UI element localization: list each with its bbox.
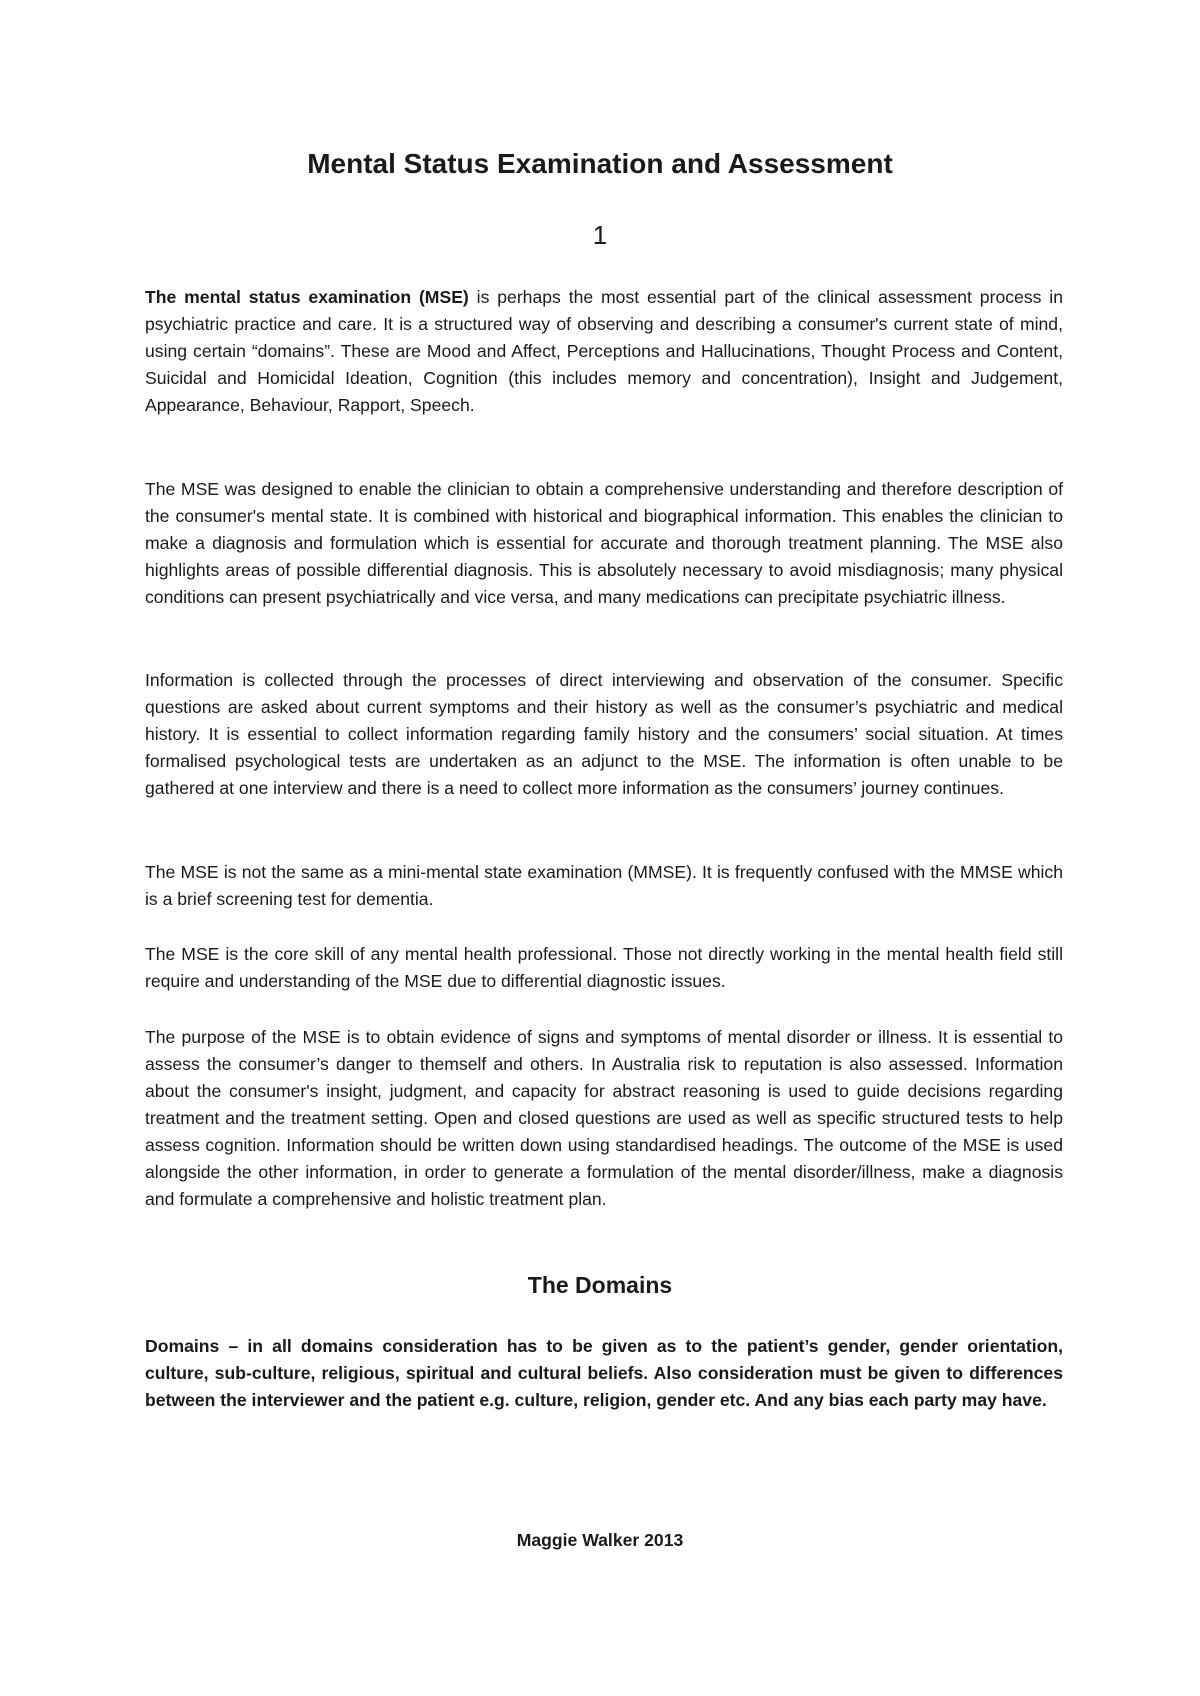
paragraph-information-collection: Information is collected through the processes of direct interviewing and observation of the consumer. Specific questions are asked about current symptoms and their history as well as the consumer’s psychiatric and medical history. It is essential to collect information regarding family history and the consumers’ social situation. At times formalised psychological tests are undertaken as an adjunct to the MSE. The information is often unable to be gathered at one interview and there is a need to collect more information as the consumers’ journey continues.: [145, 670, 1063, 798]
paragraph-core-skill: The MSE is the core skill of any mental health professional. Those not directly working in the mental health field still require and understanding of the MSE due to differential diagnostic issues.: [145, 944, 1063, 991]
intro-paragraph: [145, 284, 1063, 419]
section-heading-domains: The Domains: [527, 1272, 673, 1298]
page-number: 1: [592, 220, 608, 250]
paragraph-mse-vs-mmse: The MSE is not the same as a mini-mental state examination (MMSE). It is frequently confused with the MMSE which is a brief screening test for dementia.: [145, 862, 1063, 909]
intro-lead: The mental status examination (MSE): [145, 287, 469, 307]
author-footer: Maggie Walker 2013: [516, 1530, 684, 1550]
domains-paragraph: Domains – in all domains consideration has to be given as to the patient’s gender, gender orientation, culture, sub-culture, religious, spiritual and cultural beliefs. Also consideration must be given to differences between the interviewer and the patient e.g. culture, religion, gender etc. And any bias each party may have.: [145, 1336, 1063, 1410]
paragraph-purpose: The purpose of the MSE is to obtain evidence of signs and symptoms of mental disorder or illness. It is essential to assess the consumer’s danger to themself and others. In Australia risk to reputation is also assessed. Information about the consumer's insight, judgment, and capacity for abstract reasoning is used to guide decisions regarding treatment and the treatment setting. Open and closed questions are used as well as specific structured tests to help assess cognition. Information should be written down using standardised headings. The outcome of the MSE is used alongside the other information, in order to generate a formulation of the mental disorder/illness, make a diagnosis and formulate a comprehensive and holistic treatment plan.: [145, 1027, 1063, 1209]
page-title: Mental Status Examination and Assessment: [307, 148, 893, 179]
intro-rest: is perhaps the most essential part of the clinical assessment process in psychiatric practice and care. It is a structured way of observing and describing a consumer's current state of mind, using certain “domains”. These are Mood and Affect, Perceptions and Hallucinations, Thought Process and Content, Suicidal and Homicidal Ideation, Cognition (this includes memory and concentration), Insight and Judgement, Appearance, Behaviour, Rapport, Speech.: [145, 287, 1063, 415]
paragraph-mse-design: The MSE was designed to enable the clinician to obtain a comprehensive understanding and therefore description of the consumer's mental state. It is combined with historical and biographical information. This enables the clinician to make a diagnosis and formulation which is essential for accurate and thorough treatment planning. The MSE also highlights areas of possible differential diagnosis. This is absolutely necessary to avoid misdiagnosis; many physical conditions can present psychiatrically and vice versa, and many medications can precipitate psychiatric illness.: [145, 479, 1063, 607]
